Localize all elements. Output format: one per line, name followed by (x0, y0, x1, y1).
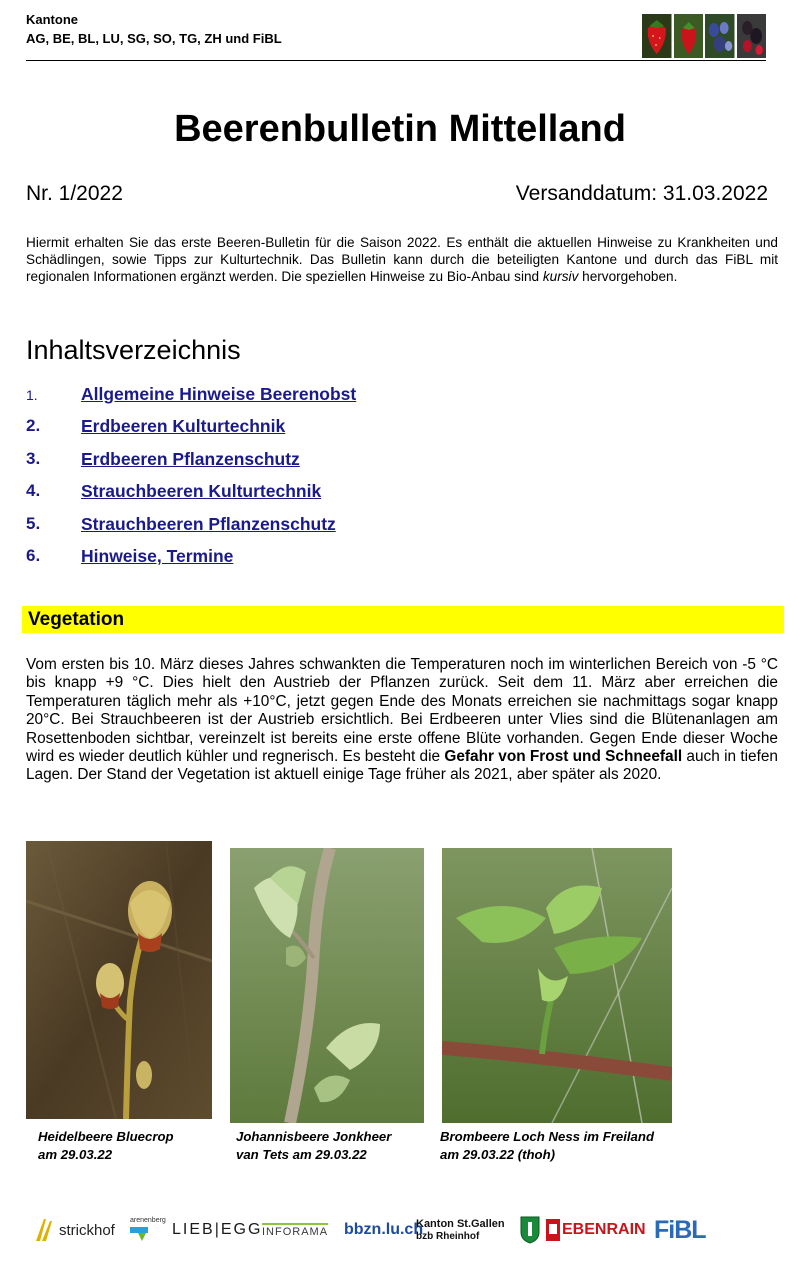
ebenrain-logo: EBENRAIN (546, 1208, 654, 1252)
inforama-logo: INFORAMA (262, 1208, 342, 1252)
strickhof-mark-icon (34, 1217, 56, 1243)
toc-item-bush-protection (26, 514, 356, 546)
caption-currant: Johannisbeere Jonkheer van Tets am 29.03.22 (236, 1129, 392, 1162)
header-cantons: AG, BE, BL, LU, SG, SO, TG, ZH und FiBL (26, 31, 282, 46)
toc-item-strawberry-protection (26, 449, 356, 481)
header-berry-photos (642, 14, 766, 58)
toc-link-bush-protection[interactable]: Strauchbeeren Pflanzenschutz (81, 513, 336, 534)
blackberry-shoot-photo (442, 848, 672, 1123)
arenenberg-logo: arenenberg (130, 1208, 172, 1252)
document-header (26, 12, 766, 64)
toc-link-strawberry-culture[interactable]: Erdbeeren Kulturtechnik (81, 416, 286, 437)
toc-item-strawberry-culture (26, 416, 356, 448)
toc-number: 5. (26, 513, 41, 533)
strickhof-logo: strickhof (34, 1208, 126, 1252)
intro-paragraph: Hiermit erhalten Sie das erste Beeren-Bulletin für die Saison 2022. Es enthält die aktuellen Hinweise zu Krankheiten und Schädlingen, sowie Tipps zur Kulturtechnik. Das Bulletin kann durch die beteiligten Kantone und durch das FiBL mit regionalen Informationen ergänzt werden. Die speziellen Hinweise zu Bio-Anbau sind kursiv hervorgehoben. (26, 235, 778, 285)
currant-bud-photo (230, 848, 424, 1123)
blueberry-photo (705, 14, 735, 58)
raspberry-photo (737, 14, 767, 58)
table-of-contents (26, 384, 356, 578)
toc-link-general[interactable]: Allgemeine Hinweise Beerenobst (81, 384, 357, 404)
toc-item-notes-dates (26, 546, 356, 578)
section-title: Vegetation (28, 609, 125, 630)
fibl-logo: FiBL (654, 1215, 706, 1244)
toc-number: 4. (26, 481, 41, 501)
toc-item-general (26, 384, 356, 416)
caption-blackberry: Brombeere Loch Ness im Freiland am 29.03.22 (thoh) (440, 1129, 654, 1162)
toc-number: 2. (26, 416, 41, 436)
strawberry-photo (642, 14, 672, 58)
toc-number: 6. (26, 545, 41, 565)
toc-item-bush-culture (26, 481, 356, 513)
toc-number: 1. (26, 387, 38, 403)
arenenberg-mark-icon (130, 1225, 166, 1243)
vegetation-paragraph: Vom ersten bis 10. März dieses Jahres schwankten die Temperaturen noch im winterlichen Bereich von -5 °C bis knapp +9 °C. Dies hielt den Austrieb der Pflanzen zurück. Seit dem 11. März aber erreichen die Temperaturen täglich mehr als +10°C, jetzt gegen Ende des Monats erreichen sie nachmittags sogar knapp 20°C. Bei Strauchbeeren ist der Austrieb ersichtlich. Bei Erdbeeren unter Vlies sind die Blütenanlagen am Rosettenboden sichtbar, vereinzelt ist bereits eine erste offene Blüte vorhanden. Gegen Ende dieser Woche wird es wieder deutlich kühler und regnerisch. Es besteht die Gefahr von Frost und Schneefall auch in tiefen Lagen. Der Stand der Vegetation ist aktuell einige Tage früher als 2021, aber später als 2020. (26, 656, 778, 784)
header-rule (26, 60, 766, 61)
toc-link-notes-dates[interactable]: Hinweise, Termine (81, 545, 234, 566)
basel-land-icon (546, 1219, 560, 1241)
send-date: Versanddatum: 31.03.2022 (515, 182, 768, 205)
toc-link-bush-culture[interactable]: Strauchbeeren Kulturtechnik (81, 481, 322, 502)
liebegg-logo: LIEB|EGG (172, 1221, 263, 1238)
intro-italic-word: kursiv (542, 269, 579, 285)
stgallen-logo: Kanton St.Gallen bzb Rheinhof (416, 1217, 505, 1242)
partner-logos (34, 1208, 724, 1252)
section-header-vegetation (22, 606, 784, 633)
strawberry-photo-2 (674, 14, 704, 58)
bbzn-logo: bbzn.lu.ch (344, 1221, 424, 1238)
toc-link-strawberry-protection[interactable]: Erdbeeren Pflanzenschutz (81, 448, 300, 469)
stgallen-coat-of-arms-icon (520, 1208, 544, 1252)
issue-number: Nr. 1/2022 (26, 182, 123, 205)
frost-warning: Gefahr von Frost und Schneefall (444, 748, 683, 766)
page-title: Beerenbulletin Mittelland (174, 108, 626, 150)
caption-blueberry: Heidelbeere Bluecrop am 29.03.22 (38, 1129, 174, 1162)
header-label: Kantone (26, 12, 78, 27)
toc-number: 3. (26, 448, 41, 468)
blueberry-bud-photo (26, 841, 212, 1119)
toc-title: Inhaltsverzeichnis (26, 335, 241, 365)
